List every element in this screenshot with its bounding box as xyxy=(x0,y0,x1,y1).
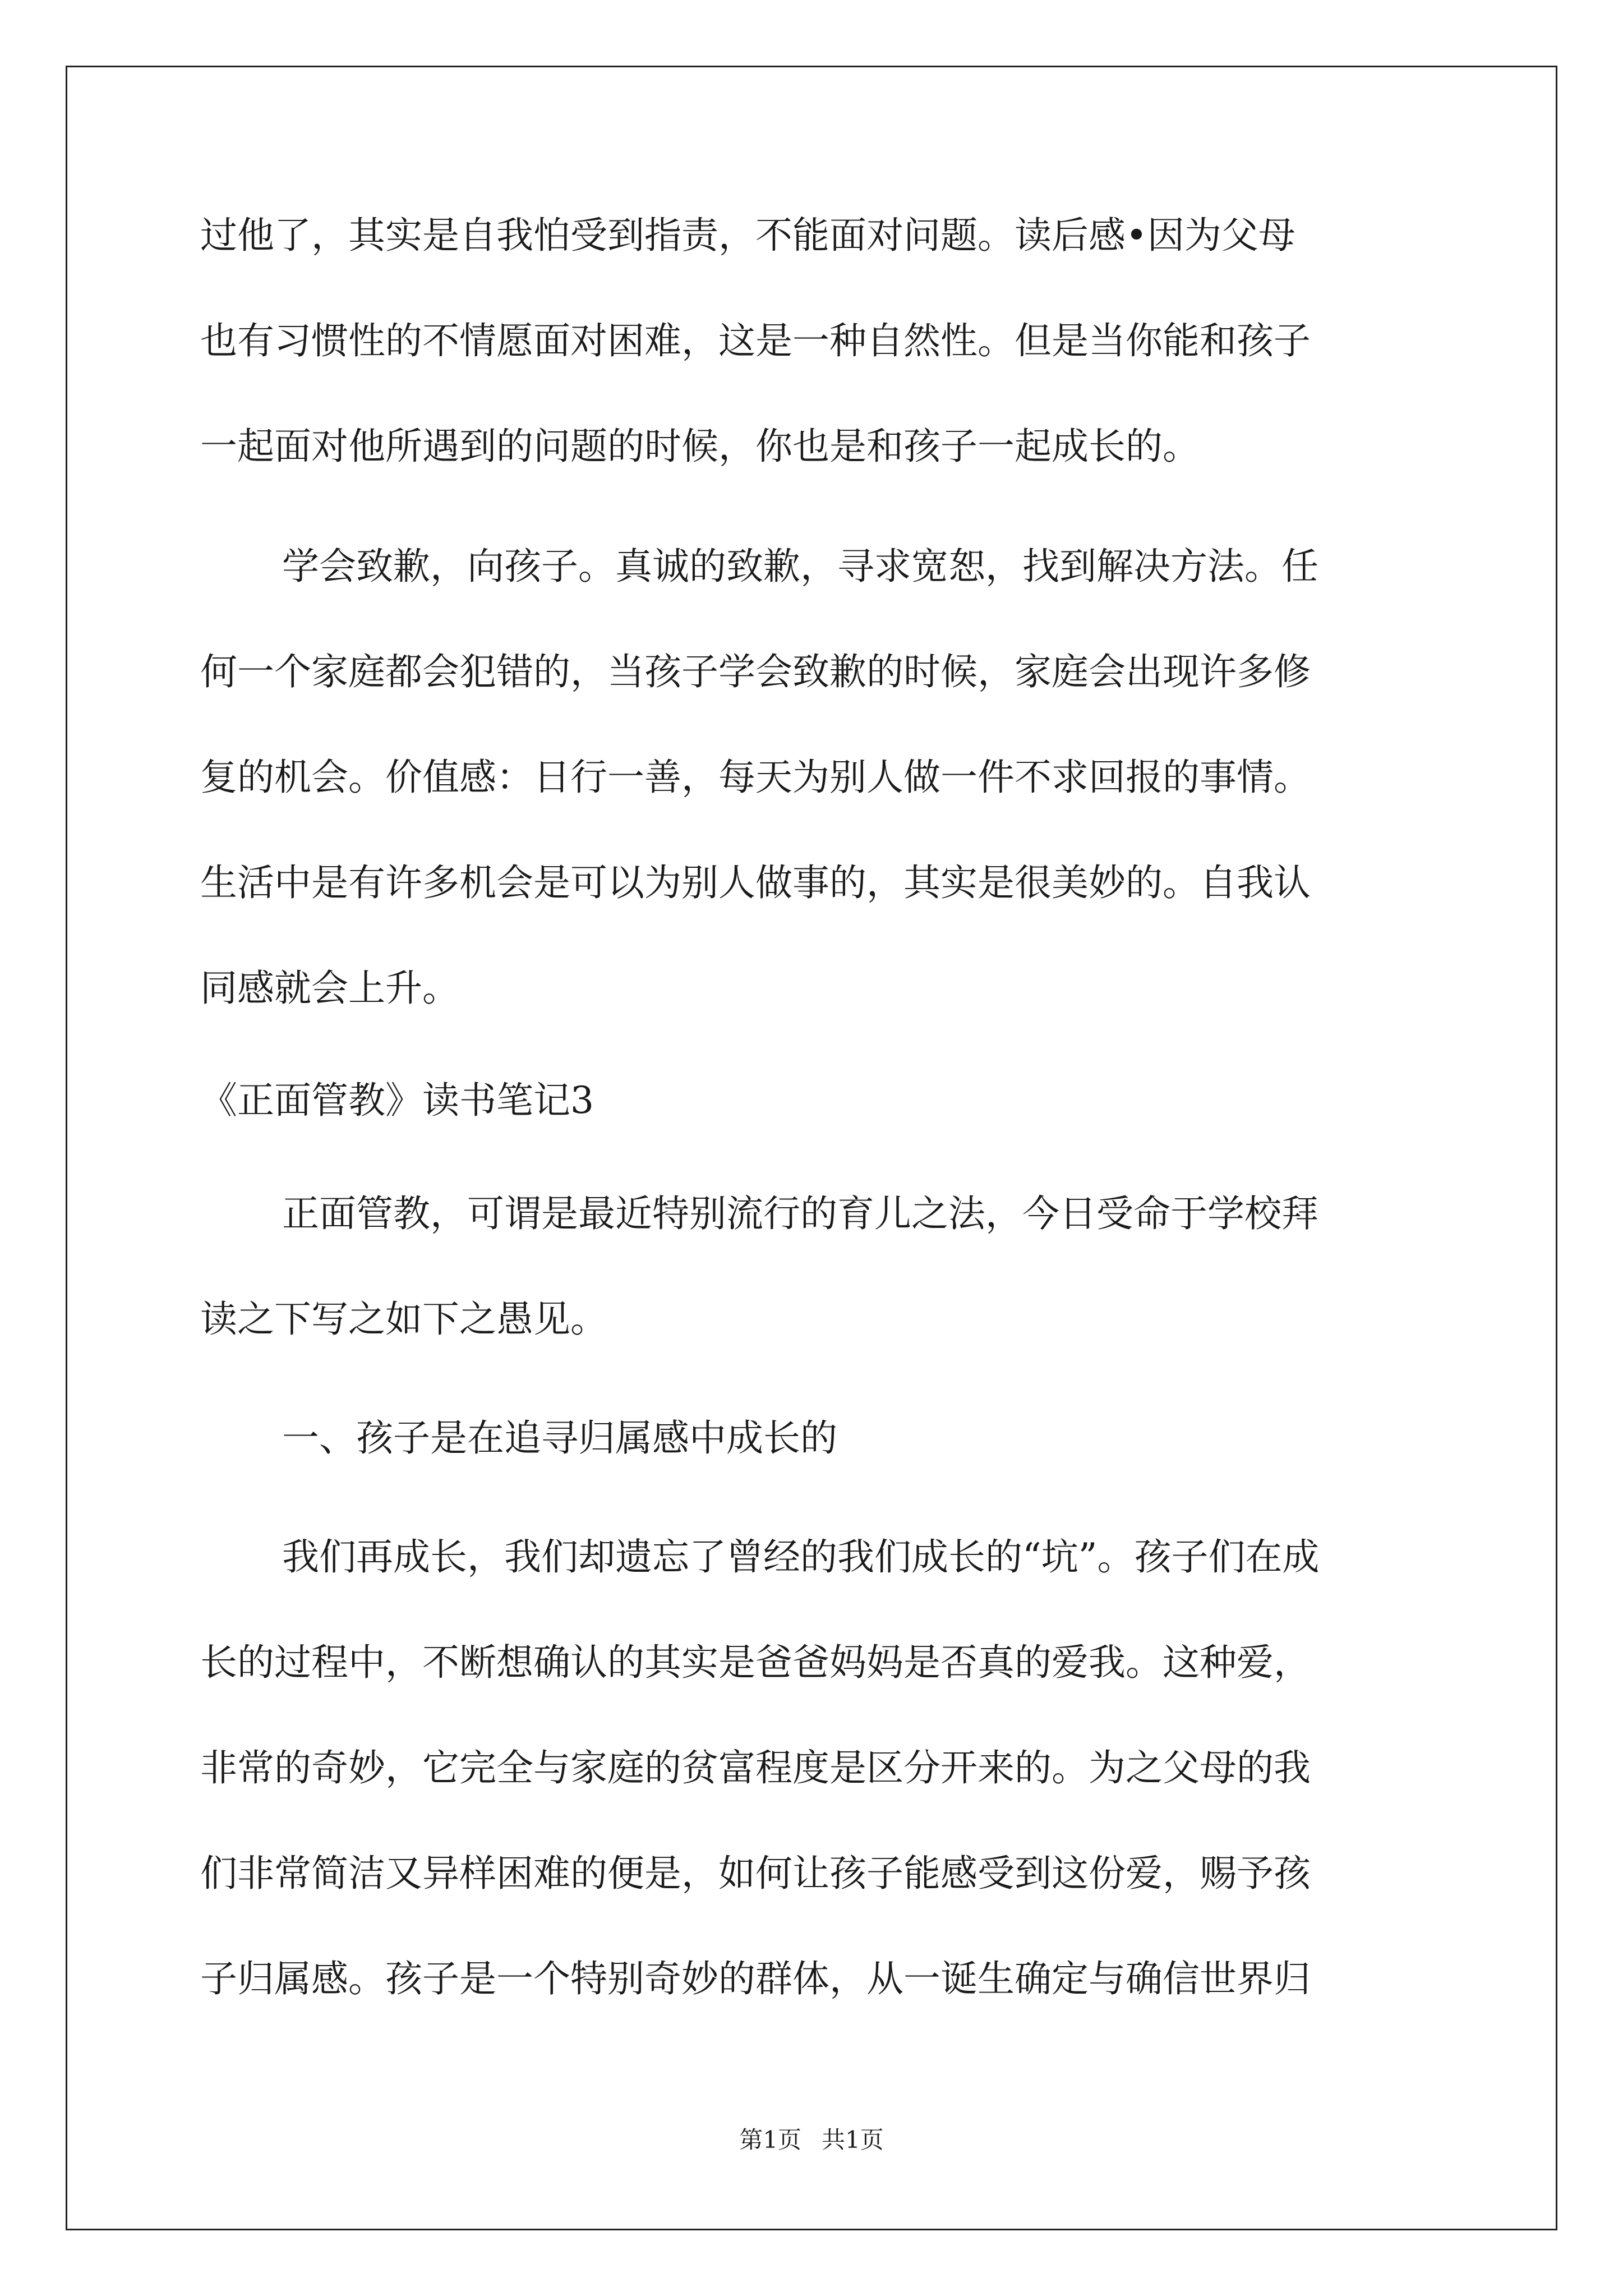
text-line: 生活中是有许多机会是可以为别人做事的，其实是很美妙的。自我认 xyxy=(200,861,1311,904)
text-line: 何一个家庭都会犯错的，当孩子学会致歉的时候，家庭会出现许多修 xyxy=(200,650,1311,693)
paragraph-start-line: 我们再成长，我们却遗忘了曾经的我们成长的“坑”。孩子们在成 xyxy=(282,1535,1320,1579)
text-line: 也有习惯性的不情愿面对困难，这是一种自然性。但是当你能和孩子 xyxy=(200,319,1311,362)
text-line: 复的机会。价值感：日行一善，每天为别人做一件不求回报的事情。 xyxy=(200,756,1311,799)
paragraph-start-line: 学会致歉，向孩子。真诚的致歉，寻求宽恕，找到解决方法。任 xyxy=(282,545,1318,588)
page-footer xyxy=(0,2126,1623,2154)
page-border xyxy=(66,66,1557,2230)
text-line: 们非常简洁又异样困难的便是，如何让孩子能感受到这份爱，赐予孩 xyxy=(200,1852,1311,1895)
text-line: 非常的奇妙，它完全与家庭的贫富程度是区分开来的。为之父母的我 xyxy=(200,1746,1311,1789)
subsection-heading: 一、孩子是在追寻归属感中成长的 xyxy=(282,1416,837,1460)
text-line: 长的过程中，不断想确认的其实是爸爸妈妈是否真的爱我。这种爱， xyxy=(200,1641,1311,1684)
text-line: 一起面对他所遇到的问题的时候，你也是和孩子一起成长的。 xyxy=(200,425,1200,468)
text-line: 过他了，其实是自我怕受到指责，不能面对问题。读后感•因为父母 xyxy=(200,214,1295,257)
text-line: 同感就会上升。 xyxy=(200,967,459,1010)
text-line: 读之下写之如下之愚见。 xyxy=(200,1297,607,1341)
paragraph-start-line: 正面管教，可谓是最近特别流行的育儿之法，今日受命于学校拜 xyxy=(282,1192,1318,1235)
page-number-current: 第1页 xyxy=(739,2126,801,2154)
section-heading: 《正面管教》读书笔记3 xyxy=(200,1079,594,1122)
text-line: 子归属感。孩子是一个特别奇妙的群体，从一诞生确定与确信世界归 xyxy=(200,1957,1311,2000)
page-number-total: 共1页 xyxy=(822,2126,884,2154)
